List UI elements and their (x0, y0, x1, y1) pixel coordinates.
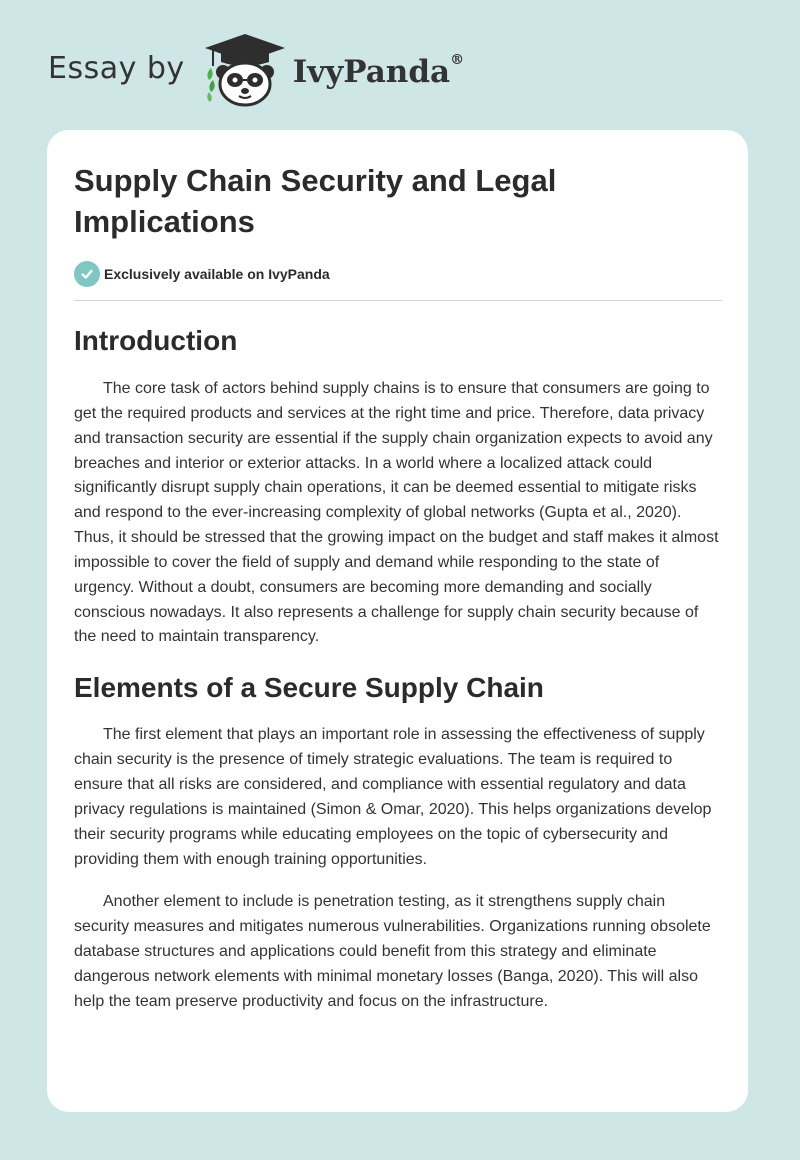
essay-card (47, 130, 748, 1112)
section-heading-elements: Elements of a Secure Supply Chain (74, 672, 544, 704)
panda-logo-icon[interactable] (201, 30, 289, 110)
section-heading-introduction: Introduction (74, 325, 238, 356)
essay-content (74, 160, 722, 1015)
title-divider (74, 300, 722, 301)
paragraph: The first element that plays an important role in assessing the effectiveness of supply chain security is the presence of timely strategic evaluations. The team is required to ensure that all risks are considered, and compliance with essential regulatory and data privacy regulations is maintained (Simon & Omar, 2020). This helps organizations develop their security programs while educating employees on the topic of cybersecurity and providing them with enough training opportunities. (74, 726, 712, 868)
registered-mark: ® (450, 52, 465, 68)
paragraph: The core task of actors behind supply chains is to ensure that consumers are going to get the required products and services at the right time and price. Therefore, data privacy and transaction security are essential if the supply chain organization expects to avoid any breaches and interior or exterior attacks. In a world where a localized attack could significantly disrupt supply chain operations, it can be deemed essential to mitigate risks and respond to the ever-increasing complexity of global networks (Gupta et al., 2020). Thus, it should be stressed that the growing impact on the budget and staff makes it almost impossible to cover the field of supply and demand while responding to the state of urgency. Without a doubt, consumers are becoming more demanding and socially conscious nowadays. It also represents a challenge for supply chain security because of the need to maintain transparency. (74, 380, 719, 646)
brand-name[interactable]: IvyPanda® (292, 52, 465, 90)
site-header (48, 30, 464, 110)
badge-label: Exclusively available on IvyPanda (104, 266, 330, 282)
page-title: Supply Chain Security and Legal Implications (74, 163, 557, 239)
check-icon (74, 261, 100, 287)
exclusive-badge (74, 260, 722, 288)
essay-by-label: Essay by (48, 50, 185, 86)
paragraph: Another element to include is penetration testing, as it strengthens supply chain security measures and mitigates numerous vulnerabilities. Organizations running obsolete database structures and applications could benefit from this strategy and eliminate dangerous network elements with minimal monetary losses (Banga, 2020). This will also help the team preserve productivity and focus on the infrastructure. (74, 893, 711, 1010)
